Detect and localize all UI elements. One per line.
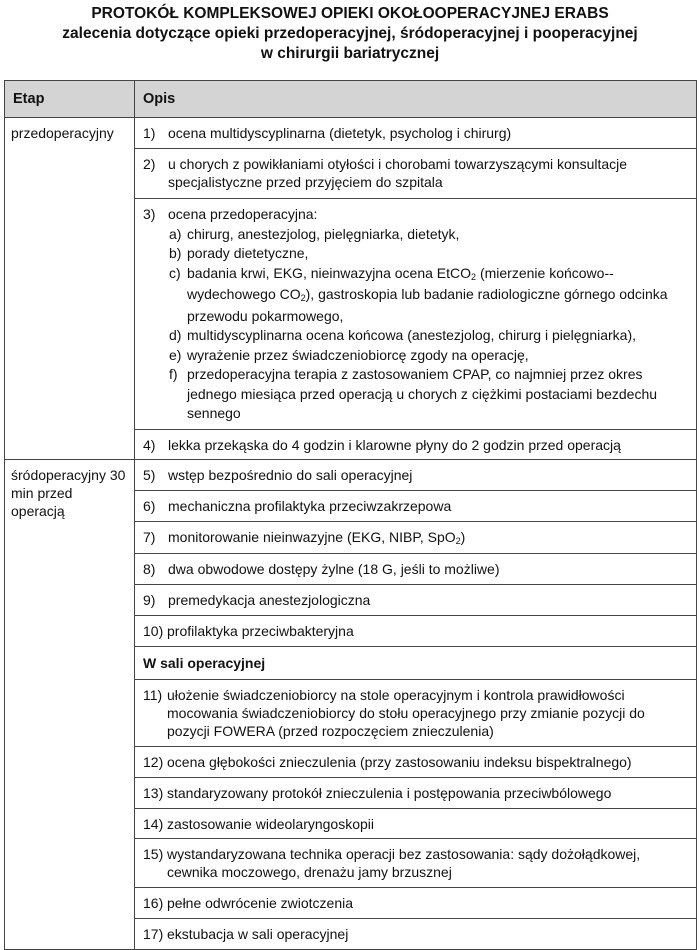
sub-item-c [169, 264, 688, 327]
item-number: 16) [143, 894, 164, 911]
protocol-table [4, 80, 697, 950]
item-number: 12) [143, 753, 164, 770]
item-text [168, 528, 688, 548]
item-text: u chorych z powikłaniami otyłości i chorobami towarzyszącymi konsultacje specjalistyczne przed przyjęciem do szpitala [168, 156, 628, 190]
stage-cell-pre: przedoperacyjny [5, 118, 135, 460]
item-cell-13 [135, 777, 697, 808]
document-title [0, 4, 700, 64]
item-text: lekka przekąska do 4 godzin i klarowne płyny do 2 godzin przed operacją [168, 436, 621, 453]
item-number: 3) [143, 206, 156, 222]
table-row [5, 118, 697, 149]
sub-item-f [169, 365, 688, 424]
item-cell-4 [135, 429, 697, 459]
item-number: 10) [143, 622, 164, 639]
item-text: standaryzowany protokół znieczulenia i postępowania przeciwbólowego [167, 784, 612, 801]
item-cell-1 [135, 118, 697, 149]
item-number: 6) [143, 497, 156, 514]
subscript: 2 [471, 271, 477, 282]
sub-letter: c) [169, 264, 181, 281]
item-cell-8 [135, 553, 697, 584]
item-number: 14) [143, 815, 164, 832]
item-number: 5) [143, 466, 156, 483]
item-cell-17 [135, 918, 697, 949]
title-line-1: PROTOKÓŁ KOMPLEKSOWEJ OPIEKI OKOŁOOPERACYJNEJ ERABS [91, 5, 609, 22]
sub-text: wyrażenie przez świadczeniobiorcę zgody na operację, [187, 346, 529, 363]
sub-text: porady dietetyczne, [187, 245, 309, 261]
title-line-3: w chirurgii bariatrycznej [260, 45, 440, 62]
item-cell-2 [135, 149, 697, 199]
item-number: 9) [143, 591, 156, 608]
stage-cell-intra: śródoperacyjny 30 min przed operacją [5, 459, 135, 949]
sub-letter: d) [169, 327, 182, 343]
item-number: 7) [143, 528, 156, 545]
item-cell-12 [135, 746, 697, 777]
table-row [5, 459, 697, 490]
sub-item-b [169, 244, 688, 264]
item-text: pełne odwrócenie zwiotczenia [167, 894, 353, 911]
item-text: ułożenie świadczeniobiorcy na stole operacyjnym i kontrola prawidłowości mocowania świadczeniobiorcy do stołu operacyjnego przy zmianie pozycji do pozycji FOWERA (przed rozpoczęciem znieczulenia) [167, 686, 645, 739]
sub-text: przedoperacyjna terapia z zastosowaniem CPAP, co najmniej przez okres jednego miesiąca przed operacją u chorych z ciężkimi postaciami bezdechu sennego [187, 366, 658, 421]
sub-text: multidyscyplinarna ocena końcowa (anestezjolog, chirurg i pielęgniarka), [187, 327, 637, 343]
item-text-part: ) [460, 528, 466, 545]
sub-text-part: (mierzenie końcowo--wydechowego CO [187, 264, 614, 302]
section-heading: W sali operacyjnej [135, 646, 697, 679]
item-text: wystandaryzowana technika operacji bez zastosowania: sądy dożołądkowej, cewnika moczowego, drenażu jamy brzusznej [167, 845, 641, 880]
item-text: ocena multidyscyplinarna (dietetyk, psycholog i chirurg) [168, 125, 512, 141]
item-text: zastosowanie wideolaryngoskopii [167, 815, 375, 832]
item-number: 8) [143, 560, 156, 577]
item-text-part: monitorowanie nieinwazyjne (EKG, NIBP, SpO [168, 528, 456, 545]
item-text: ocena głębokości znieczulenia (przy zastosowaniu indeksu bispektralnego) [167, 753, 632, 770]
item-number: 17) [143, 925, 164, 942]
table-header-row [5, 81, 697, 118]
sub-item-e [169, 346, 688, 366]
sub-letter: e) [169, 346, 182, 363]
item-number: 13) [143, 784, 164, 801]
item-cell-6 [135, 490, 697, 521]
item-cell-16 [135, 887, 697, 918]
item-number: 4) [143, 436, 156, 453]
item-text: ekstubacja w sali operacyjnej [167, 925, 349, 942]
sub-item-a [169, 225, 688, 245]
subscript: 2 [300, 293, 306, 303]
sub-letter: b) [169, 245, 182, 261]
item-cell-15 [135, 838, 697, 887]
item-text: profilaktyka przeciwbakteryjna [167, 622, 354, 639]
sub-text: chirurg, anestezjolog, pielęgniarka, dietetyk, [187, 225, 460, 242]
item-number: 1) [143, 125, 156, 141]
item-number: 2) [143, 156, 156, 172]
item-text: ocena przedoperacyjna: [168, 206, 318, 222]
item-cell-14 [135, 808, 697, 838]
title-line-2: zalecenia dotyczące opieki przedoperacyjnej, śródoperacyjnej i pooperacyjnej [62, 25, 638, 42]
subscript: 2 [455, 535, 461, 546]
item-text: wstęp bezpośrednio do sali operacyjnej [168, 466, 413, 483]
item-number: 15) [143, 845, 164, 862]
sub-letter: f) [169, 366, 178, 382]
item-cell-11 [135, 679, 697, 746]
header-opis: Opis [135, 81, 697, 118]
item-text: premedykacja anestezjologiczna [168, 591, 371, 608]
item-cell-5 [135, 459, 697, 490]
item-text: dwa obwodowe dostępy żylne (18 G, jeśli to możliwe) [168, 560, 500, 577]
sub-letter: a) [169, 225, 182, 242]
item-cell-3 [135, 199, 697, 430]
sub-text-part: ), gastroskopia lub badanie radiologiczne górnego odcinka przewodu pokarmowego, [187, 286, 668, 324]
item-cell-10 [135, 615, 697, 646]
sub-text [187, 264, 688, 327]
header-etap: Etap [5, 81, 135, 118]
sub-item-d [169, 326, 688, 346]
item-cell-7 [135, 521, 697, 553]
item-number: 11) [143, 686, 163, 703]
item-cell-9 [135, 584, 697, 615]
sub-list [143, 225, 688, 424]
sub-text-part: badania krwi, EKG, nieinwazyjna ocena EtCO [187, 264, 472, 281]
item-text: mechaniczna profilaktyka przeciwzakrzepowa [168, 497, 452, 514]
